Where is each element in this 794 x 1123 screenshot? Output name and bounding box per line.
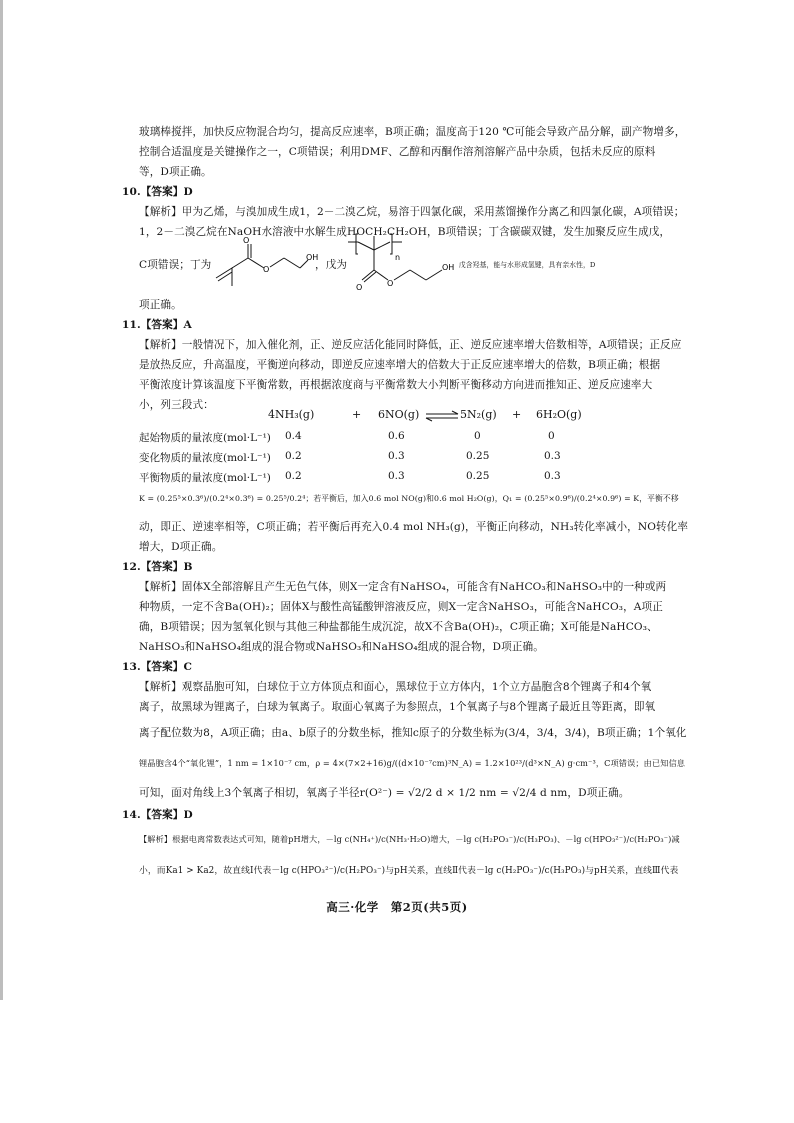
equilibrium-constant-line: K = (0.25⁵×0.3⁶)/(0.2⁴×0.3⁶) = 0.25⁵/0.2⁴；若平衡后，加入0.6 mol NO(g)和0.6 mol H₂O(g)，Q₁ = (0.25⁵×0.9⁶)/(0.2⁴×0.9⁶) = K，平衡不移 — [139, 494, 679, 503]
text-line: 1，2－二溴乙烷在NaOH水溶液中水解生成HOCH₂CH₂OH，B项错误；丁含碳碳双键，发生加聚反应生成戊， — [139, 226, 671, 238]
text-line: 小，而Ka1 > Ka2，故直线Ⅰ代表－lg c(HPO₃²⁻)/c(H₂PO₃⁻)与pH关系，直线Ⅱ代表－lg c(H₂PO₃⁻)/c(H₃PO₃)与pH关系，直线Ⅲ代表 — [139, 866, 679, 876]
svg-text:O: O — [243, 236, 250, 245]
text-line: NaHSO₃和NaHSO₄组成的混合物或NaHSO₃和NaHSO₄组成的混合物，D项正确。 — [139, 641, 544, 653]
text-line: 玻璃棒搅拌，加快反应物混合均匀，提高反应速率，B项正确；温度高于120 ℃可能会导致产品分解，副产物增多， — [139, 126, 686, 138]
text-line: 种物质，一定不含Ba(OH)₂；固体X与酸性高锰酸钾溶液反应，则X一定含NaHSO₃，可能含NaHCO₃，A项正 — [139, 601, 663, 613]
table-row-label: 变化物质的量浓度(mol·L⁻¹) — [139, 452, 271, 464]
answer-heading: 13.【答案】C — [122, 661, 193, 673]
equilibrium-arrow-icon — [424, 410, 460, 422]
text-line: 可知，面对角线上3个氧离子相切，氧离子半径r(O²⁻) = √2/2 d × 1/2 nm = √2/4 d nm，D项正确。 — [139, 787, 630, 799]
table-cell: 0.4 — [285, 430, 302, 442]
table-cell: 0 — [474, 430, 481, 442]
reaction-species: 6H₂O(g) — [536, 408, 582, 421]
text-line: 【解析】一般情况下，加入催化剂，正、逆反应活化能同时降低，正、逆反应速率增大倍数相等，A项错误；正反应 — [139, 339, 682, 351]
text-line: 等，D项正确。 — [139, 166, 212, 178]
table-cell: 0.2 — [285, 450, 302, 462]
text-line: 离子，故黑球为锂离子，白球为氧离子。取面心氧离子为参照点，1个氧离子与8个锂离子最近且等距离，即氧 — [139, 701, 656, 713]
table-cell: 0.3 — [388, 450, 405, 462]
reaction-species: 6NO(g) — [378, 408, 420, 421]
svg-text:OH: OH — [306, 253, 319, 262]
table-cell: 0 — [548, 430, 555, 442]
text-line: 【解析】根据电离常数表达式可知，随着pH增大，－lg c(NH₄⁺)/c(NH₃·H₂O)增大，－lg c(H₂PO₃⁻)/c(H₃PO₃)、－lg c(HPO₃²⁻)/c(H₂PO₃⁻)减 — [139, 834, 680, 844]
text-line: 【解析】观察晶胞可知，白球位于立方体顶点和面心，黑球位于立方体内，1个立方晶胞含8个锂离子和4个氧 — [139, 681, 652, 693]
text-line: 离子配位数为8，A项正确；由a、b原子的分数坐标，推知c原子的分数坐标为(3/4，3/4，3/4)，B项正确；1个氧化 — [139, 727, 687, 739]
answer-heading: 10.【答案】D — [122, 186, 193, 198]
svg-text:n: n — [395, 253, 401, 262]
table-cell: 0.3 — [388, 470, 405, 482]
svg-text:O: O — [387, 279, 394, 288]
text-line: 控制合适温度是关键操作之一，C项错误；利用DMF、乙醇和丙酮作溶剂溶解产品中杂质，包括未反应的原料 — [139, 146, 656, 158]
text-line: 项正确。 — [139, 299, 182, 311]
text-line: 【解析】固体X全部溶解且产生无色气体，则X一定含有NaHSO₄，可能含有NaHCO₃和NaHSO₃中的一种或两 — [139, 581, 667, 593]
text-line: 确，B项错误；因为氢氧化钡与其他三种盐都能生成沉淀，故X不含Ba(OH)₂，C项正确；X可能是NaHCO₃、 — [139, 621, 658, 633]
text-line: 是放热反应，升高温度，平衡逆向移动，即逆反应速率增大的倍数大于正反应速率增大的倍数，B项正确；根据 — [139, 359, 661, 371]
polymer-structure-diagram — [344, 230, 462, 296]
reaction-species: 5N₂(g) — [460, 408, 497, 421]
reaction-species: 4NH₃(g) — [268, 408, 315, 421]
table-cell: 0.25 — [466, 450, 490, 462]
table-cell: 0.3 — [544, 470, 561, 482]
text-line: ，戊含羟基，能与水形成氢键，具有亲水性，D — [452, 261, 596, 269]
answer-heading: 14.【答案】D — [122, 809, 193, 821]
svg-text:O: O — [263, 265, 270, 274]
text-line: 动，即正、逆速率相等，C项正确；若平衡后再充入0.4 mol NH₃(g)，平衡正向移动，NH₃转化率减小，NO转化率 — [139, 521, 689, 533]
reaction-plus: + — [352, 408, 362, 421]
table-cell: 0.25 — [466, 470, 490, 482]
table-cell: 0.6 — [388, 430, 405, 442]
text-line: 平衡浓度计算该温度下平衡常数，再根据浓度商与平衡常数大小判断平衡移动方向进而推知正、逆反应速率大 — [139, 379, 653, 391]
answer-heading: 12.【答案】B — [122, 561, 193, 573]
density-formula-line: 锂晶胞含4个“氧化锂”，1 nm = 1×10⁻⁷ cm，ρ = 4×(7×2+16)g/((d×10⁻⁷cm)³N_A) = 1.2×10²³/(d³×N_A) g·cm⁻³，C项错误；由已知信息 — [139, 758, 686, 768]
table-row-label: 起始物质的量浓度(mol·L⁻¹) — [139, 432, 271, 444]
table-cell: 0.3 — [544, 450, 561, 462]
page-footer: 高三·化学 第2页(共5页) — [326, 900, 468, 914]
table-cell: 0.2 — [285, 470, 302, 482]
text-line: 【解析】甲为乙烯，与溴加成生成1，2－二溴乙烷，易溶于四氯化碳，采用蒸馏操作分离乙和四氯化碳，A项错误； — [139, 206, 685, 218]
text-line: 小，列三段式： — [139, 399, 214, 411]
answer-heading: 11.【答案】A — [122, 319, 192, 331]
text-line: C项错误；丁为 — [139, 259, 212, 271]
text-line: 增大，D项正确。 — [139, 541, 223, 553]
reaction-plus: + — [512, 408, 522, 421]
svg-text:O: O — [356, 283, 363, 292]
table-row-label: 平衡物质的量浓度(mol·L⁻¹) — [139, 472, 271, 484]
text-line: ，戊为 — [315, 259, 348, 271]
svg-text:OH: OH — [442, 263, 455, 272]
monomer-structure-diagram — [212, 234, 320, 292]
scan-edge-shadow — [0, 0, 3, 1000]
